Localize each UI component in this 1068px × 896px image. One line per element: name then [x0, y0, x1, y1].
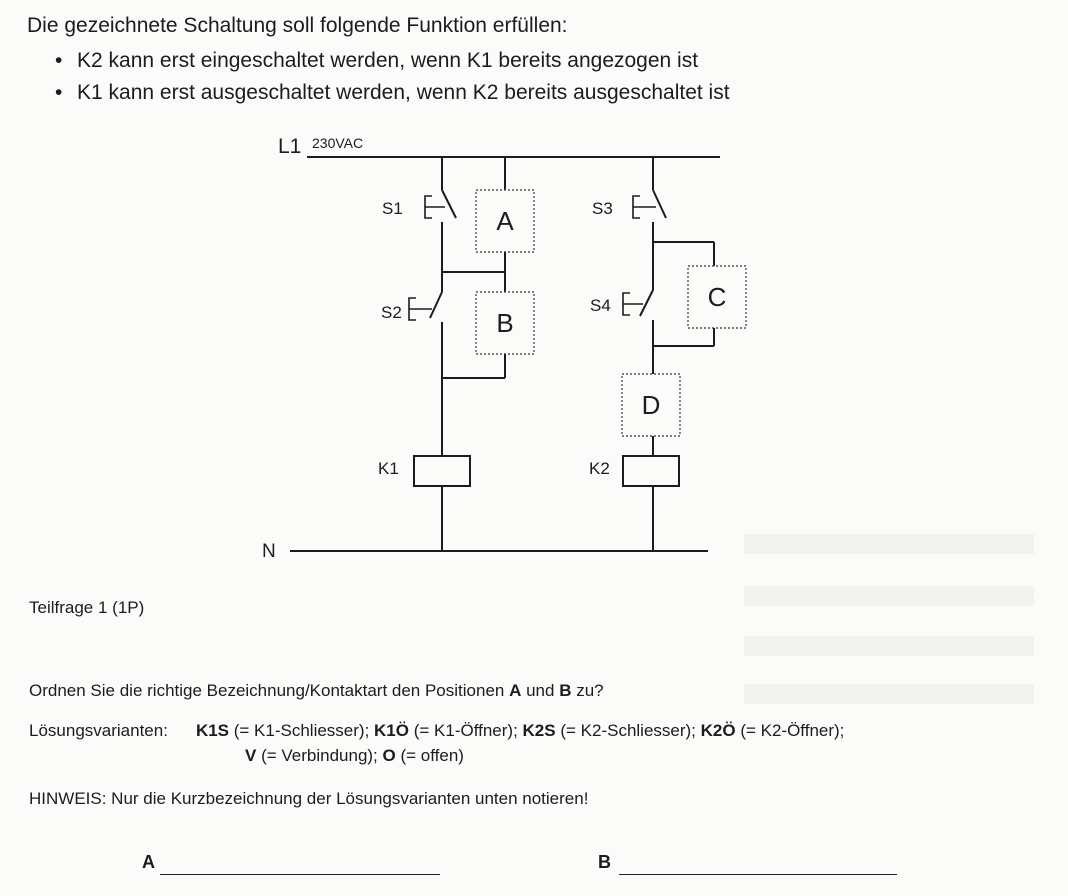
option-k1s: K1S — [195, 721, 230, 740]
option-desc: (= K2-Öffner); — [735, 721, 845, 740]
voltage-label: 230VAC — [312, 135, 364, 151]
hint-text: HINWEIS: Nur die Kurzbezeichnung der Lösungsvarianten unten notieren! — [29, 789, 589, 808]
k1-label: K1 — [378, 459, 399, 478]
s3-label: S3 — [592, 199, 613, 218]
solution-options — [29, 721, 844, 741]
option-o: O — [382, 746, 396, 765]
n-label: N — [262, 541, 276, 562]
question-pos-b: B — [559, 681, 572, 700]
teilfrage-heading: Teilfrage 1 (1P) — [29, 598, 145, 617]
box-c-label: C — [707, 282, 727, 312]
s4-contact — [640, 290, 653, 316]
question-mid: und — [521, 681, 560, 700]
k2-coil — [623, 456, 679, 486]
k1-coil — [414, 456, 470, 486]
option-desc: (= offen) — [395, 746, 464, 765]
answer-a-label: A — [142, 852, 155, 872]
option-k2o: K2Ö — [700, 721, 736, 740]
intro-text: Die gezeichnete Schaltung soll folgende Funktion erfüllen: — [27, 14, 568, 37]
option-desc: (= K1-Öffner); — [409, 721, 523, 740]
s4-actuator — [623, 293, 643, 315]
question-pre: Ordnen Sie die richtige Bezeichnung/Kontaktart den Positionen — [29, 681, 510, 700]
solution-label: Lösungsvarianten: — [29, 721, 168, 740]
solution-options-line2 — [245, 746, 464, 766]
option-k1o: K1Ö — [374, 721, 409, 740]
question-pos-a: A — [509, 681, 522, 700]
background-bleed — [744, 636, 1034, 656]
option-v: V — [245, 746, 257, 765]
s1-label: S1 — [382, 199, 403, 218]
option-desc: (= K1-Schliesser); — [229, 721, 375, 740]
answer-a-field[interactable] — [160, 874, 440, 875]
s4-label: S4 — [590, 296, 611, 315]
requirement-text: K2 kann erst eingeschaltet werden, wenn K1 bereits angezogen ist — [77, 49, 699, 72]
k2-label: K2 — [589, 459, 610, 478]
s1-actuator — [425, 196, 445, 218]
background-bleed — [744, 684, 1034, 704]
answer-b-field[interactable] — [619, 874, 897, 875]
s2-actuator — [409, 298, 432, 320]
question-post: zu? — [571, 681, 604, 700]
l1-label: L1 — [278, 135, 302, 158]
s1-contact — [442, 190, 456, 218]
answer-b-label: B — [598, 852, 611, 872]
question-text — [29, 681, 604, 701]
option-desc: (= Verbindung); — [256, 746, 383, 765]
s2-contact — [430, 292, 442, 318]
option-k2s: K2S — [522, 721, 556, 740]
bullet-dot: • — [55, 81, 63, 104]
box-d-label: D — [641, 390, 661, 420]
s3-contact — [653, 190, 666, 218]
s3-actuator — [633, 196, 656, 218]
bullet-dot: • — [55, 49, 63, 72]
s2-label: S2 — [381, 303, 402, 322]
option-desc: (= K2-Schliesser); — [555, 721, 701, 740]
box-b-label: B — [496, 308, 514, 338]
requirement-text: K1 kann erst ausgeschaltet werden, wenn K2 bereits ausgeschaltet ist — [77, 81, 730, 104]
box-a-label: A — [496, 206, 514, 236]
